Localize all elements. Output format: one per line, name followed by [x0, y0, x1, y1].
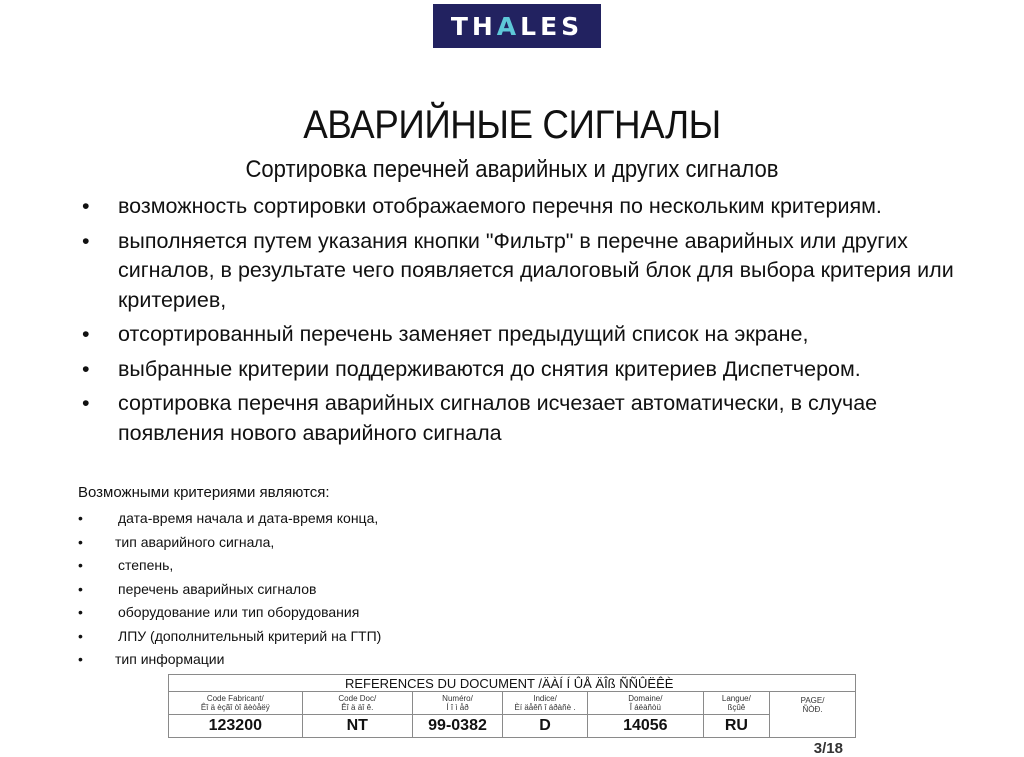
header-numero: Numéro/ Í î ì åð: [413, 692, 503, 715]
bullet-item: • выполняется путем указания кнопки "Фильтр" в перечне аварийных или других сигналов, в результате чего появляется диалоговый блок для выбора критерия или критериев,: [82, 228, 954, 312]
criteria-heading: Возможными критериями являются:: [78, 484, 330, 501]
criteria-item: • тип информации: [78, 651, 225, 667]
header-code-doc: Code Doc/ Êî ä äî ê.: [302, 692, 412, 715]
bullet-icon: •: [82, 228, 90, 253]
references-title: REFERENCES DU DOCUMENT /ÄÀÍ Í ÛÅ ÄÎß ÑÑÛËÊÈ: [169, 675, 856, 692]
bullet-item: • сортировка перечня аварийных сигналов исчезает автоматически, в случае появления нового аварийного сигнала: [82, 391, 878, 445]
value-domaine: 14056: [587, 715, 703, 738]
header-indice: Indice/ Èí äåêñ î áðàñè .: [503, 692, 588, 715]
criteria-item: • ЛПУ (дополнительный критерий на ГТП): [78, 627, 382, 644]
criteria-item: • тип аварийного сигнала,: [78, 533, 275, 550]
bullet-item: • выбранные критерии поддерживаются до снятия критериев Диспетчером.: [78, 355, 958, 385]
header-domaine: Domaine/ Î áëàñòü: [587, 692, 703, 715]
document-references-table: [168, 674, 856, 757]
criteria-list: [78, 508, 578, 673]
header-code-fabricant: Code Fabricant/ Êî ä èçãî òî âèòåëÿ: [169, 692, 303, 715]
bullet-icon: •: [82, 356, 90, 381]
bullet-icon: •: [78, 627, 83, 644]
value-numero: 99-0382: [413, 715, 503, 738]
thales-logo: [433, 4, 601, 48]
bullet-item: • возможность сортировки отображаемого перечня по нескольким критериям.: [78, 192, 958, 222]
bullet-icon: •: [82, 194, 90, 218]
value-code-fabricant: 123200: [169, 715, 303, 738]
logo-text: THALES: [450, 11, 584, 41]
header-langue: Langue/ ßçûê: [703, 692, 769, 715]
criteria-item: • степень,: [78, 557, 174, 573]
value-langue: RU: [703, 715, 769, 738]
value-indice: D: [503, 715, 588, 738]
slide-title: АВАРИЙНЫЕ СИГНАЛЫ: [303, 103, 721, 147]
criteria-item: • дата-время начала и дата-время конца,: [78, 510, 379, 526]
bullet-icon: •: [78, 557, 83, 573]
bullet-icon: •: [78, 604, 83, 620]
slide-subtitle: Сортировка перечней аварийных и других сигналов: [245, 156, 779, 183]
bullet-item: • отсортированный перечень заменяет предыдущий список на экране,: [78, 320, 958, 350]
criteria-item: • перечень аварийных сигналов: [78, 580, 317, 597]
page-number: 3/18: [813, 740, 843, 757]
bullet-icon: •: [78, 533, 83, 550]
bullet-icon: •: [78, 580, 83, 597]
header-page: PAGE/ ÑÒÐ. 3/18: [770, 692, 856, 738]
bullet-icon: •: [82, 391, 90, 415]
main-bullet-list: [78, 192, 958, 453]
criteria-item: • оборудование или тип оборудования: [78, 604, 360, 620]
bullet-icon: •: [78, 651, 83, 667]
bullet-icon: •: [82, 322, 90, 346]
bullet-icon: •: [78, 510, 83, 526]
value-code-doc: NT: [302, 715, 412, 738]
